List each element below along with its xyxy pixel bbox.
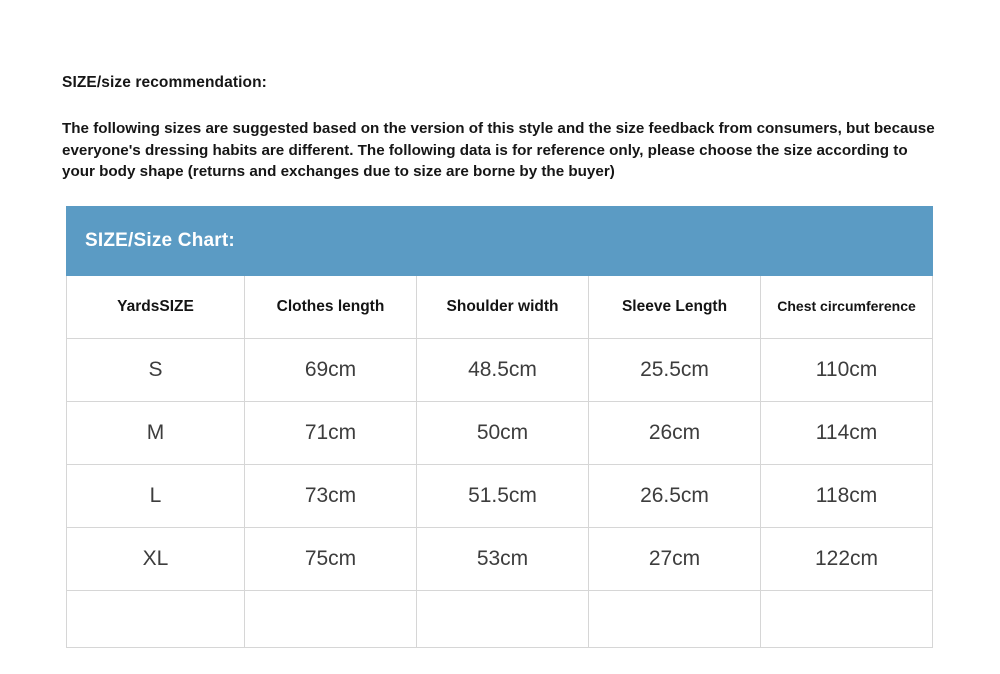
column-header-chest-circumference: Chest circumference [761, 276, 933, 339]
size-table-container [66, 206, 932, 648]
cell-sleeve-length: 25.5cm [589, 339, 761, 402]
page-title: SIZE/size recommendation: [62, 74, 267, 91]
table-title-row [67, 207, 933, 276]
cell-size: XL [67, 528, 245, 591]
cell-sleeve-length: 26cm [589, 402, 761, 465]
cell-clothes-length: 75cm [245, 528, 417, 591]
chart-title-text: SIZE/Size Chart: [85, 230, 235, 251]
cell-chest-circumference [761, 591, 933, 648]
cell-size: M [67, 402, 245, 465]
cell-clothes-length: 69cm [245, 339, 417, 402]
cell-chest-circumference: 122cm [761, 528, 933, 591]
cell-chest-circumference: 114cm [761, 402, 933, 465]
cell-size: L [67, 465, 245, 528]
table-row-empty [67, 591, 933, 648]
cell-chest-circumference: 110cm [761, 339, 933, 402]
column-header-sleeve-length: Sleeve Length [589, 276, 761, 339]
cell-clothes-length: 73cm [245, 465, 417, 528]
table-row [67, 402, 933, 465]
table-header-row [67, 276, 933, 339]
cell-clothes-length [245, 591, 417, 648]
size-table [66, 206, 933, 648]
intro-paragraph: The following sizes are suggested based on the version of this style and the size feedback from consumers, but because everyone's dressing habits are different. The following data is for reference only, please choose the size according to your body shape (returns and exchanges due to size are borne by the buyer) [62, 120, 935, 181]
cell-shoulder-width: 48.5cm [417, 339, 589, 402]
column-header-yards-size: YardsSIZE [67, 276, 245, 339]
chart-title-cell [67, 207, 933, 276]
cell-clothes-length: 71cm [245, 402, 417, 465]
cell-sleeve-length: 27cm [589, 528, 761, 591]
column-header-shoulder-width: Shoulder width [417, 276, 589, 339]
table-row [67, 339, 933, 402]
column-header-clothes-length: Clothes length [245, 276, 417, 339]
cell-shoulder-width [417, 591, 589, 648]
table-row [67, 528, 933, 591]
cell-chest-circumference: 118cm [761, 465, 933, 528]
cell-sleeve-length: 26.5cm [589, 465, 761, 528]
cell-size [67, 591, 245, 648]
cell-shoulder-width: 50cm [417, 402, 589, 465]
cell-size: S [67, 339, 245, 402]
cell-shoulder-width: 51.5cm [417, 465, 589, 528]
table-row [67, 465, 933, 528]
cell-shoulder-width: 53cm [417, 528, 589, 591]
cell-sleeve-length [589, 591, 761, 648]
